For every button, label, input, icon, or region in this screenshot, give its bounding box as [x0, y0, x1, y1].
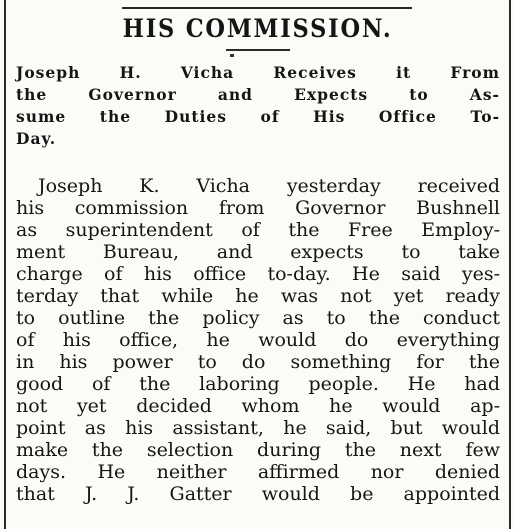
body-line: in his power to do something for the [16, 351, 500, 373]
article-subheadline [16, 62, 500, 150]
body-line: make the selection during the next few [16, 439, 500, 461]
body-line: ment Bureau, and expects to take [16, 241, 500, 263]
body-line: terday that while he was not yet ready [16, 285, 500, 307]
body-line: good of the laboring people. He had [16, 373, 500, 395]
body-line: his commission from Governor Bushnell [16, 197, 500, 219]
headline-divider [226, 49, 290, 51]
article-body [16, 175, 500, 505]
body-line: not yet decided whom he would ap- [16, 395, 500, 417]
article-headline: HIS COMMISSION. [122, 14, 393, 43]
body-line: point as his assistant, he said, but would [16, 417, 500, 439]
headline-rule [122, 7, 412, 9]
subheadline-line: Joseph H. Vicha Receives it From [16, 63, 500, 82]
subheadline-line: sume the Duties of His Office To- [16, 107, 500, 126]
body-line: that J. J. Gatter would be appointed [16, 483, 500, 505]
body-line: Joseph K. Vicha yesterday received [38, 175, 500, 197]
column-rule-right [509, 0, 511, 529]
divider-dot [230, 54, 234, 57]
body-line: of his office, he would do everything [16, 329, 500, 351]
body-line: as superintendent of the Free Employ- [16, 219, 500, 241]
column-rule-left [4, 0, 6, 529]
subheadline-line: the Governor and Expects to As- [16, 85, 500, 104]
body-line: days. He neither affirmed nor denied [16, 461, 500, 483]
body-line: charge of his office to-day. He said yes- [16, 263, 500, 285]
subheadline-line: Day. [16, 129, 57, 148]
body-line: to outline the policy as to the conduct [16, 307, 500, 329]
